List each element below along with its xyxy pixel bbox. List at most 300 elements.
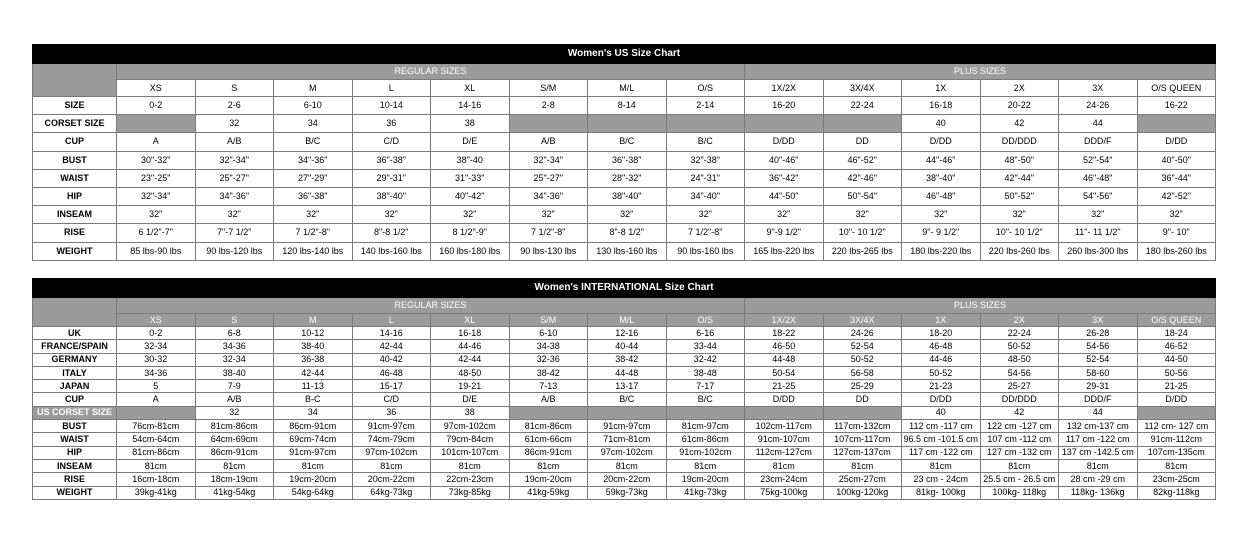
intl-table-cell: 38 <box>431 406 510 419</box>
us-size-header: M/L <box>588 80 667 97</box>
us-table-cell: 52"-54" <box>1059 151 1138 169</box>
intl-table-cell: 25-27 <box>980 380 1059 393</box>
intl-table-cell: 41kg-73kg <box>666 486 745 499</box>
intl-size-header: XS <box>117 314 196 327</box>
us-table-row <box>33 151 1216 169</box>
intl-table-cell: 11-13 <box>274 380 353 393</box>
intl-table-cell: B/C <box>666 393 745 406</box>
intl-table-cell: 76cm-81cm <box>117 420 196 433</box>
us-table-cell: 10"- 10 1/2" <box>823 224 902 242</box>
intl-size-header: O/S QUEEN <box>1137 314 1216 327</box>
us-table-cell: 34"-36" <box>509 187 588 205</box>
us-table-cell: 180 lbs-260 lbs <box>1137 242 1216 260</box>
us-row-label: CORSET SIZE <box>33 115 117 133</box>
intl-table-cell: 56-58 <box>823 366 902 379</box>
intl-table-cell: 46-48 <box>352 366 431 379</box>
intl-table-cell: 91cm-97cm <box>352 420 431 433</box>
intl-table-cell: 36-38 <box>274 353 353 366</box>
intl-row-label: BUST <box>33 420 117 433</box>
us-table-cell: 9"- 9 1/2" <box>902 224 981 242</box>
intl-table-cell: 71cm-81cm <box>588 433 667 446</box>
us-table-cell: 32" <box>1137 206 1216 224</box>
intl-row-label: INSEAM <box>33 459 117 472</box>
intl-table-cell: 73kg-85kg <box>431 486 510 499</box>
intl-table-cell: 127 cm -132 cm <box>980 446 1059 459</box>
intl-table-cell: 107cm-117cm <box>823 433 902 446</box>
intl-table-cell: 7-9 <box>195 380 274 393</box>
us-corner-cell <box>33 64 117 97</box>
intl-table-cell: 59kg-73kg <box>588 486 667 499</box>
us-table-cell: C/D <box>352 133 431 151</box>
us-table-cell: 10-14 <box>352 97 431 115</box>
us-table-cell: 32" <box>1059 206 1138 224</box>
us-table-row <box>33 206 1216 224</box>
international-size-chart <box>32 278 1216 500</box>
intl-chart-title: Women's INTERNATIONAL Size Chart <box>33 279 1216 298</box>
us-table-cell: 16-22 <box>1137 97 1216 115</box>
intl-table-row <box>33 327 1216 340</box>
us-row-label: CUP <box>33 133 117 151</box>
us-table-cell: A/B <box>509 133 588 151</box>
intl-table-cell: 97cm-102cm <box>431 420 510 433</box>
intl-table-cell: 74cm-79cm <box>352 433 431 446</box>
intl-table-cell: 46-52 <box>1137 340 1216 353</box>
intl-table-cell: 44-48 <box>745 353 824 366</box>
intl-table-cell: 19-21 <box>431 380 510 393</box>
intl-table-cell: 25-29 <box>823 380 902 393</box>
us-table-cell: 90 lbs-160 lbs <box>666 242 745 260</box>
intl-table-cell: 58-60 <box>1059 366 1138 379</box>
us-table-cell: 25"-27" <box>509 169 588 187</box>
us-table-cell: 30"-32" <box>117 151 196 169</box>
intl-table-cell: 64kg-73kg <box>352 486 431 499</box>
us-table-cell: 32" <box>745 206 824 224</box>
us-table-row <box>33 187 1216 205</box>
intl-table-cell <box>823 406 902 419</box>
us-table-cell: 32" <box>117 206 196 224</box>
intl-table-cell: 16-18 <box>431 327 510 340</box>
us-table-cell: D/DD <box>745 133 824 151</box>
us-table-cell: 9"- 10" <box>1137 224 1216 242</box>
us-table-cell: 7 1/2"-8" <box>666 224 745 242</box>
us-table-cell: 7 1/2"-8" <box>509 224 588 242</box>
us-table-cell: 7"-7 1/2" <box>195 224 274 242</box>
intl-table-cell: 42-44 <box>431 353 510 366</box>
intl-table-cell: 14-16 <box>352 327 431 340</box>
us-table-cell: B/C <box>588 133 667 151</box>
intl-size-header: S/M <box>509 314 588 327</box>
intl-table-cell: 81cm-86cm <box>117 446 196 459</box>
us-table-cell: 29"-31" <box>352 169 431 187</box>
intl-size-header: S <box>195 314 274 327</box>
us-table-cell: 44"-46" <box>902 151 981 169</box>
intl-table-cell: 81cm <box>980 459 1059 472</box>
intl-table-cell: 118kg- 136kg <box>1059 486 1138 499</box>
intl-table-cell: D/DD <box>1137 393 1216 406</box>
us-table-cell: 32" <box>666 206 745 224</box>
us-table-cell: 36 <box>352 115 431 133</box>
intl-table-cell: 112 cm- 127 cm <box>1137 420 1216 433</box>
us-table-cell: 40 <box>902 115 981 133</box>
intl-row-label: GERMANY <box>33 353 117 366</box>
intl-table-cell: 23cm-25cm <box>1137 473 1216 486</box>
intl-table-cell: 36 <box>352 406 431 419</box>
us-table-cell <box>666 115 745 133</box>
us-table-cell: DD <box>823 133 902 151</box>
intl-table-cell: 81cm <box>823 459 902 472</box>
intl-table-cell: 81cm <box>509 459 588 472</box>
us-table-cell: 32" <box>980 206 1059 224</box>
intl-table-cell: 81cm <box>1137 459 1216 472</box>
intl-table-cell: 7-13 <box>509 380 588 393</box>
us-table-cell: 20-22 <box>980 97 1059 115</box>
us-table-cell: 34"-40" <box>666 187 745 205</box>
intl-table-cell: 102cm-117cm <box>745 420 824 433</box>
intl-table-cell: 64cm-69cm <box>195 433 274 446</box>
us-table-cell: 36"-42" <box>745 169 824 187</box>
us-table-cell: 7 1/2"-8" <box>274 224 353 242</box>
intl-table-cell: 122 cm -127 cm <box>980 420 1059 433</box>
intl-table-cell: 32-36 <box>509 353 588 366</box>
intl-table-cell: 38-40 <box>195 366 274 379</box>
intl-table-cell: 19cm-20cm <box>274 473 353 486</box>
intl-table-cell <box>117 406 196 419</box>
us-size-header: O/S <box>666 80 745 97</box>
us-table-cell: 260 lbs-300 lbs <box>1059 242 1138 260</box>
intl-table-cell: 61cm-86cm <box>666 433 745 446</box>
intl-size-header: M/L <box>588 314 667 327</box>
intl-table-cell: 48-50 <box>980 353 1059 366</box>
us-table-cell: 40"-50" <box>1137 151 1216 169</box>
intl-table-cell: 38-48 <box>666 366 745 379</box>
intl-table-cell: 81cm-86cm <box>195 420 274 433</box>
us-table-cell: 10"- 10 1/2" <box>980 224 1059 242</box>
intl-table-cell: 42-44 <box>274 366 353 379</box>
intl-table-row <box>33 340 1216 353</box>
intl-table-cell: 38-42 <box>509 366 588 379</box>
us-table-cell: 90 lbs-130 lbs <box>509 242 588 260</box>
us-table-cell: 48"-50" <box>980 151 1059 169</box>
us-table-cell: 0-2 <box>117 97 196 115</box>
us-table-cell: 24"-31" <box>666 169 745 187</box>
us-table-cell: 16-18 <box>902 97 981 115</box>
intl-table-cell: 81cm <box>274 459 353 472</box>
intl-table-cell: 100kg- 118kg <box>980 486 1059 499</box>
intl-table-cell: 46-48 <box>902 340 981 353</box>
us-table-cell: 36"-38" <box>274 187 353 205</box>
us-table-cell: 23"-25" <box>117 169 196 187</box>
us-row-label: WAIST <box>33 169 117 187</box>
us-table-row <box>33 97 1216 115</box>
intl-table-cell: 22-24 <box>980 327 1059 340</box>
us-table-cell: 36"-38" <box>588 151 667 169</box>
intl-table-cell: 107 cm -112 cm <box>980 433 1059 446</box>
intl-table-cell: 18cm-19cm <box>195 473 274 486</box>
us-table-cell: 34"-36" <box>274 151 353 169</box>
intl-table-row <box>33 446 1216 459</box>
intl-table-cell: 40-44 <box>588 340 667 353</box>
intl-row-label: CUP <box>33 393 117 406</box>
us-table-cell: 38 <box>431 115 510 133</box>
us-table-cell: 38"-40" <box>588 187 667 205</box>
us-size-chart <box>32 44 1216 261</box>
intl-table-cell: 6-10 <box>509 327 588 340</box>
intl-table-cell: 81cm-97cm <box>666 420 745 433</box>
intl-table-cell: 54-56 <box>980 366 1059 379</box>
intl-table-cell: 26-28 <box>1059 327 1138 340</box>
us-table-cell: 32" <box>274 206 353 224</box>
us-row-label: RISE <box>33 224 117 242</box>
intl-table-cell: 61cm-66cm <box>509 433 588 446</box>
intl-table-cell: A/B <box>195 393 274 406</box>
intl-table-cell: DDD/F <box>1059 393 1138 406</box>
us-table-cell <box>509 115 588 133</box>
intl-table-cell: 69cm-74cm <box>274 433 353 446</box>
intl-table-cell: 101cm-107cm <box>431 446 510 459</box>
intl-table-cell: 91cm-97cm <box>274 446 353 459</box>
intl-size-header: O/S <box>666 314 745 327</box>
intl-table-cell: 39kg-41kg <box>117 486 196 499</box>
us-table-cell: 38"-40 <box>431 151 510 169</box>
intl-table-cell: D/DD <box>902 393 981 406</box>
intl-size-header: XL <box>431 314 510 327</box>
intl-table-cell: 100kg-120kg <box>823 486 902 499</box>
us-table-cell: 8-14 <box>588 97 667 115</box>
intl-table-cell: 75kg-100kg <box>745 486 824 499</box>
intl-table-cell: 52-54 <box>1059 353 1138 366</box>
intl-row-label: HIP <box>33 446 117 459</box>
us-size-header: 2X <box>980 80 1059 97</box>
intl-table-cell <box>666 406 745 419</box>
us-table-cell: 46"-52" <box>823 151 902 169</box>
intl-plus-sizes-header: PLUS SIZES <box>745 298 1216 314</box>
us-table-cell: 54"-56" <box>1059 187 1138 205</box>
us-table-cell: 46"-48" <box>902 187 981 205</box>
us-table-cell: 42"-44" <box>980 169 1059 187</box>
us-chart-title: Women's US Size Chart <box>33 45 1216 64</box>
intl-table-row <box>33 420 1216 433</box>
intl-table-cell: 28 cm -29 cm <box>1059 473 1138 486</box>
us-table-cell: A/B <box>195 133 274 151</box>
us-table-cell: 8 1/2"-9" <box>431 224 510 242</box>
us-size-header: 3X <box>1059 80 1138 97</box>
us-table-cell: 32"-34" <box>195 151 274 169</box>
intl-table-cell: 86cm-91cm <box>509 446 588 459</box>
intl-table-cell: 112 cm -117 cm <box>902 420 981 433</box>
us-table-cell: 32"-38" <box>666 151 745 169</box>
intl-corner-cell <box>33 298 117 327</box>
intl-table-cell <box>745 406 824 419</box>
intl-table-cell: 81cm <box>431 459 510 472</box>
intl-table-cell: 30-32 <box>117 353 196 366</box>
intl-table-cell: 40 <box>902 406 981 419</box>
us-table-cell: 44"-50" <box>745 187 824 205</box>
intl-table-cell: 117 cm -122 cm <box>1059 433 1138 446</box>
us-table-cell: D/DD <box>902 133 981 151</box>
us-size-header: 3X/4X <box>823 80 902 97</box>
us-table-cell: 50"-52" <box>980 187 1059 205</box>
intl-table-cell: 81kg- 100kg <box>902 486 981 499</box>
us-table-cell: 16-20 <box>745 97 824 115</box>
us-table-cell <box>588 115 667 133</box>
us-table-cell: 32"-34" <box>509 151 588 169</box>
us-row-label: BUST <box>33 151 117 169</box>
us-table-cell: 32" <box>431 206 510 224</box>
intl-table-cell: B-C <box>274 393 353 406</box>
intl-row-label: ITALY <box>33 366 117 379</box>
intl-table-cell: 50-52 <box>980 340 1059 353</box>
us-table-cell: 28"-32" <box>588 169 667 187</box>
intl-table-cell: 81cm <box>745 459 824 472</box>
intl-table-cell: 20cm-22cm <box>352 473 431 486</box>
intl-size-header: 2X <box>980 314 1059 327</box>
us-size-header: 1X/2X <box>745 80 824 97</box>
us-row-label: SIZE <box>33 97 117 115</box>
us-size-header: XS <box>117 80 196 97</box>
us-table-cell: 8"-8 1/2" <box>588 224 667 242</box>
us-table-cell: 36"-44" <box>1137 169 1216 187</box>
intl-table-cell: 34-38 <box>509 340 588 353</box>
intl-table-cell <box>1137 406 1216 419</box>
us-table-cell: 8"-8 1/2" <box>352 224 431 242</box>
us-table-row <box>33 133 1216 151</box>
intl-table-cell: 81cm <box>195 459 274 472</box>
intl-table-cell: 25cm-27cm <box>823 473 902 486</box>
intl-table-cell: 97cm-102cm <box>352 446 431 459</box>
us-table-cell <box>117 115 196 133</box>
intl-size-header: 1X/2X <box>745 314 824 327</box>
intl-table-cell: 97cm-102cm <box>588 446 667 459</box>
us-table-cell: 40"-46" <box>745 151 824 169</box>
intl-table-cell: 54cm-64cm <box>117 433 196 446</box>
intl-table-cell: 18-24 <box>1137 327 1216 340</box>
intl-table-cell: 50-54 <box>745 366 824 379</box>
us-plus-sizes-header: PLUS SIZES <box>745 64 1216 80</box>
intl-table-cell: 40-42 <box>352 353 431 366</box>
intl-size-header: 3X/4X <box>823 314 902 327</box>
intl-table-row <box>33 353 1216 366</box>
us-size-header: S <box>195 80 274 97</box>
intl-table-cell: 19cm-20cm <box>666 473 745 486</box>
intl-table-row <box>33 406 1216 419</box>
intl-table-cell: 86cm-91cm <box>195 446 274 459</box>
intl-table-cell: 96.5 cm -101.5 cm <box>902 433 981 446</box>
us-table-cell: 180 lbs-220 lbs <box>902 242 981 260</box>
intl-row-label: WEIGHT <box>33 486 117 499</box>
intl-table-cell: 137 cm -142.5 cm <box>1059 446 1138 459</box>
intl-table-cell: 5 <box>117 380 196 393</box>
us-table-cell: 32" <box>823 206 902 224</box>
intl-table-cell: 81cm-86cm <box>509 420 588 433</box>
us-table-cell: A <box>117 133 196 151</box>
intl-table-cell: DD <box>823 393 902 406</box>
us-size-header: M <box>274 80 353 97</box>
intl-table-cell: 132 cm-137 cm <box>1059 420 1138 433</box>
us-table-cell: 90 lbs-120 lbs <box>195 242 274 260</box>
intl-table-cell: 54-56 <box>1059 340 1138 353</box>
us-size-header-row <box>33 80 1216 97</box>
us-table-cell: 38"-40" <box>902 169 981 187</box>
intl-table-cell: 81cm <box>666 459 745 472</box>
us-table-cell: 32" <box>588 206 667 224</box>
intl-table-cell: 91cm-107cm <box>745 433 824 446</box>
intl-row-label: WAIST <box>33 433 117 446</box>
intl-table-cell: 79cm-84cm <box>431 433 510 446</box>
us-size-header: O/S QUEEN <box>1137 80 1216 97</box>
us-table-cell: 2-6 <box>195 97 274 115</box>
intl-row-label: JAPAN <box>33 380 117 393</box>
us-table-cell: 2-8 <box>509 97 588 115</box>
international-size-chart-body <box>33 279 1216 500</box>
intl-table-cell: 21-25 <box>745 380 824 393</box>
intl-table-row <box>33 366 1216 379</box>
us-table-cell: 24-26 <box>1059 97 1138 115</box>
us-table-row <box>33 224 1216 242</box>
intl-size-header: M <box>274 314 353 327</box>
intl-table-cell: 21-23 <box>902 380 981 393</box>
intl-table-cell: 19cm-20cm <box>509 473 588 486</box>
us-table-cell: 34"-36" <box>195 187 274 205</box>
intl-table-cell: DD/DDD <box>980 393 1059 406</box>
intl-table-cell: 41kg-59kg <box>509 486 588 499</box>
intl-table-cell: 81cm <box>1059 459 1138 472</box>
intl-table-row <box>33 433 1216 446</box>
intl-table-cell: 20cm-22cm <box>588 473 667 486</box>
us-regular-sizes-header: REGULAR SIZES <box>117 64 745 80</box>
intl-table-row <box>33 393 1216 406</box>
intl-table-cell: 38-42 <box>588 353 667 366</box>
intl-table-cell: 16cm-18cm <box>117 473 196 486</box>
intl-table-cell: B/C <box>588 393 667 406</box>
us-table-cell: 220 lbs-260 lbs <box>980 242 1059 260</box>
us-table-cell: 42"-46" <box>823 169 902 187</box>
intl-size-header: 1X <box>902 314 981 327</box>
us-table-cell: 38"-40" <box>352 187 431 205</box>
intl-table-cell: 13-17 <box>588 380 667 393</box>
intl-size-header-row <box>33 314 1216 327</box>
intl-table-cell: 81cm <box>588 459 667 472</box>
us-table-row <box>33 169 1216 187</box>
intl-table-cell: 91cm-97cm <box>588 420 667 433</box>
intl-table-cell: 6-8 <box>195 327 274 340</box>
intl-table-cell: D/E <box>431 393 510 406</box>
intl-table-cell: 52-54 <box>823 340 902 353</box>
us-table-cell: 42"-52" <box>1137 187 1216 205</box>
intl-table-cell: 41kg-54kg <box>195 486 274 499</box>
us-table-cell: 44 <box>1059 115 1138 133</box>
us-size-header: L <box>352 80 431 97</box>
intl-table-cell: 46-50 <box>745 340 824 353</box>
us-table-cell: 140 lbs-160 lbs <box>352 242 431 260</box>
intl-table-cell: 107cm-135cm <box>1137 446 1216 459</box>
intl-table-cell: 44-46 <box>431 340 510 353</box>
us-table-cell: 85 lbs-90 lbs <box>117 242 196 260</box>
us-table-cell: 34 <box>274 115 353 133</box>
us-table-cell: 165 lbs-220 lbs <box>745 242 824 260</box>
us-table-cell: 11"- 11 1/2" <box>1059 224 1138 242</box>
intl-row-label: RISE <box>33 473 117 486</box>
us-table-cell <box>745 115 824 133</box>
us-table-cell: 6-10 <box>274 97 353 115</box>
us-table-cell: D/DD <box>1137 133 1216 151</box>
intl-table-cell: 50-52 <box>902 366 981 379</box>
intl-table-cell: 21-25 <box>1137 380 1216 393</box>
intl-table-cell: 117cm-132cm <box>823 420 902 433</box>
us-table-cell: 31"-33" <box>431 169 510 187</box>
intl-table-row <box>33 486 1216 499</box>
intl-table-cell: 10-12 <box>274 327 353 340</box>
us-table-row <box>33 115 1216 133</box>
